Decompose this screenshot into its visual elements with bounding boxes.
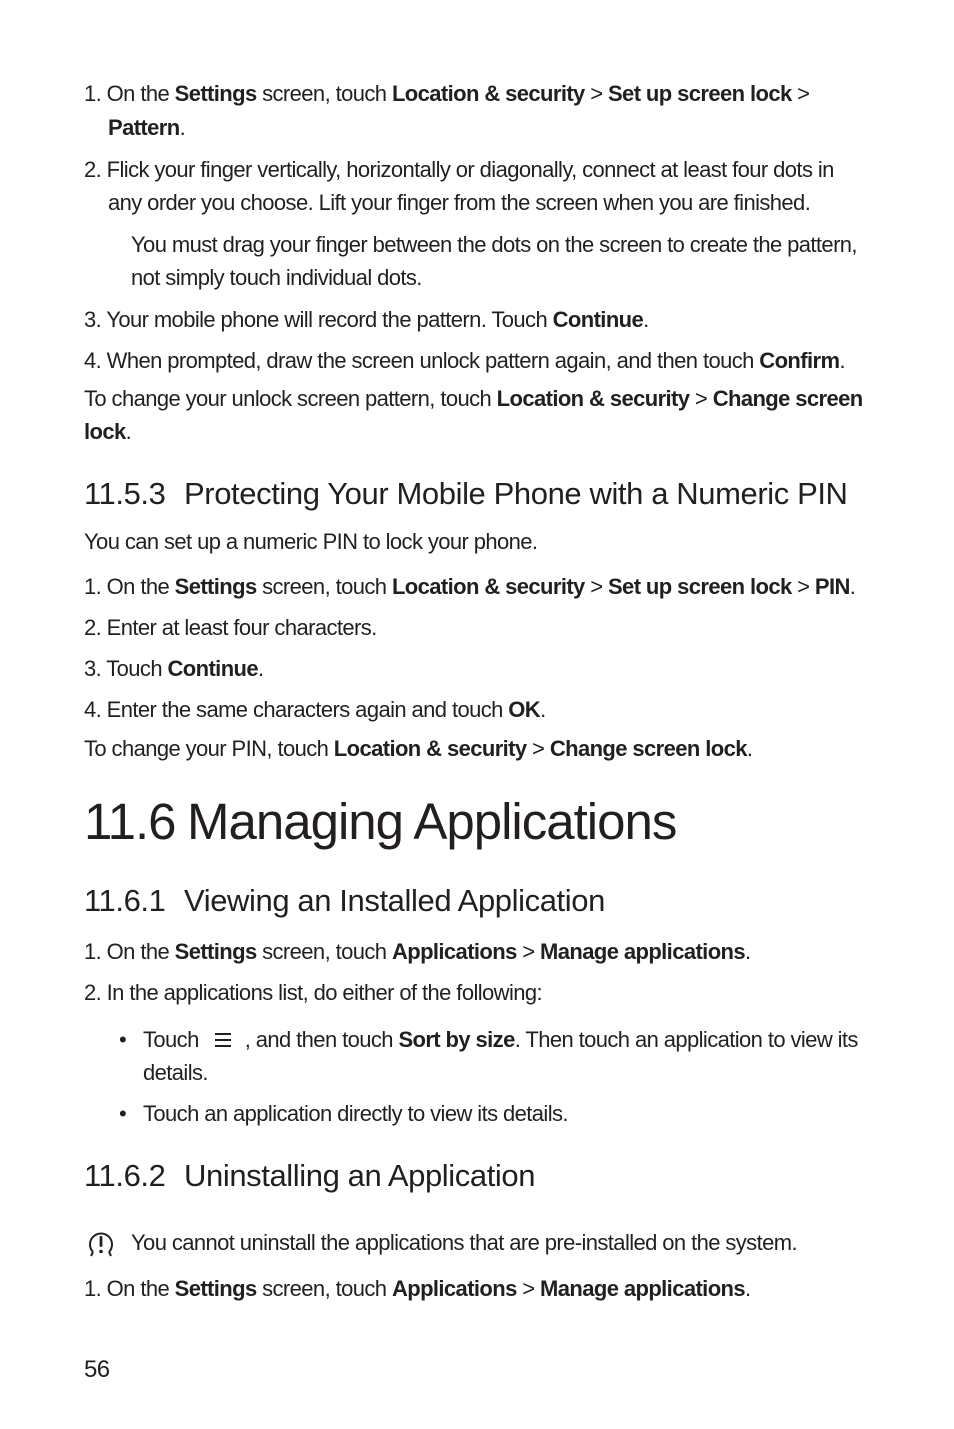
- text: To change your PIN, touch: [84, 736, 334, 761]
- text: , and then touch: [244, 1027, 399, 1052]
- text: Touch an application directly to view its details.: [143, 1101, 568, 1126]
- bullet-item-sort-cont: details.: [143, 1060, 208, 1085]
- section-title: Viewing an Installed Application: [184, 883, 605, 918]
- section-title: Protecting Your Mobile Phone with a Numeric PIN: [184, 476, 848, 511]
- exclamation-note-icon: [86, 1229, 116, 1259]
- text: 1. On the: [84, 1276, 175, 1301]
- change-pattern-instruction-cont: [84, 415, 131, 448]
- uninstall-step-1: [84, 1272, 751, 1305]
- pattern-step-4: [84, 344, 845, 377]
- settings-term: Settings: [174, 1276, 257, 1301]
- pin-step-1: [84, 570, 855, 603]
- section-title: Uninstalling an Application: [184, 1158, 536, 1193]
- page-number: 56: [84, 1356, 110, 1383]
- location-security-term: Location & security: [333, 736, 527, 761]
- bullet-item-direct: [119, 1097, 568, 1130]
- manage-applications-term: Manage applications: [540, 1276, 746, 1301]
- pin-step-4: [84, 693, 546, 726]
- separator: >: [584, 574, 608, 599]
- ok-term: OK: [508, 697, 541, 722]
- bullet: •: [119, 1027, 127, 1052]
- pin-term: PIN: [814, 574, 850, 599]
- chapter-heading-11-6: [84, 792, 676, 852]
- section-heading-11-5-3: [84, 474, 848, 514]
- text: 1. On the: [84, 81, 175, 106]
- view-app-step-2: 2. In the applications list, do either of the following:: [84, 980, 543, 1005]
- text: 1. On the: [84, 574, 175, 599]
- text: 3. Touch: [84, 656, 168, 681]
- text: .: [745, 939, 751, 964]
- text: To change your unlock screen pattern, touch: [84, 386, 497, 411]
- text: 3. Your mobile phone will record the pattern. Touch: [84, 307, 553, 332]
- applications-term: Applications: [391, 939, 517, 964]
- text: screen, touch: [256, 1276, 392, 1301]
- change-pattern-instruction: [84, 382, 863, 415]
- applications-term: Applications: [391, 1276, 517, 1301]
- text: .: [746, 736, 753, 761]
- text: .: [179, 115, 186, 140]
- text: 4. When prompted, draw the screen unlock pattern again, and then touch: [84, 348, 760, 373]
- text: .: [258, 656, 264, 681]
- separator: >: [689, 386, 713, 411]
- pattern-step-1-cont: [108, 111, 185, 144]
- text: .: [839, 348, 845, 373]
- separator: >: [526, 736, 550, 761]
- text: .: [540, 697, 546, 722]
- settings-term: Settings: [174, 939, 257, 964]
- separator: >: [791, 574, 815, 599]
- text: screen, touch: [256, 574, 392, 599]
- bullet-item-sort: [119, 1023, 858, 1056]
- location-security-term: Location & security: [391, 81, 585, 106]
- pattern-step-3: [84, 303, 649, 336]
- text: .: [745, 1276, 751, 1301]
- section-number: 11.6.2: [84, 1158, 166, 1193]
- lock-term: lock: [84, 419, 126, 444]
- confirm-term: Confirm: [759, 348, 840, 373]
- location-security-term: Location & security: [391, 574, 585, 599]
- separator: >: [791, 81, 810, 106]
- separator: >: [516, 1276, 541, 1301]
- section-title: Managing Applications: [187, 793, 677, 850]
- text: Touch: [143, 1027, 199, 1052]
- pattern-note: You must drag your finger between the dots on the screen to create the pattern,: [131, 232, 857, 257]
- separator: >: [516, 939, 541, 964]
- sort-by-size-term: Sort by size: [398, 1027, 515, 1052]
- continue-term: Continue: [167, 656, 258, 681]
- pattern-step-2-cont: any order you choose. Lift your finger from the screen when you are finished.: [108, 190, 811, 215]
- pattern-term: Pattern: [108, 115, 180, 140]
- text: .: [849, 574, 856, 599]
- change-screen-lock-term: Change screen lock: [549, 736, 747, 761]
- text: 4. Enter the same characters again and touch: [84, 697, 509, 722]
- pattern-step-1: [84, 77, 809, 110]
- continue-term: Continue: [552, 307, 644, 332]
- menu-icon: [213, 1031, 233, 1049]
- text: screen, touch: [256, 81, 392, 106]
- text: 1. On the: [84, 939, 175, 964]
- change-screen-term: Change screen: [712, 386, 863, 411]
- uninstall-note: You cannot uninstall the applications that are pre-installed on the system.: [131, 1230, 797, 1255]
- text: .: [125, 419, 132, 444]
- view-app-step-1: [84, 935, 751, 968]
- manage-applications-term: Manage applications: [540, 939, 746, 964]
- set-up-screen-lock-term: Set up screen lock: [607, 81, 792, 106]
- section-number: 11.5.3: [84, 476, 166, 511]
- section-heading-11-6-2: [84, 1156, 535, 1196]
- text: .: [643, 307, 649, 332]
- set-up-screen-lock-term: Set up screen lock: [607, 574, 792, 599]
- settings-term: Settings: [174, 81, 257, 106]
- section-heading-11-6-1: [84, 881, 605, 921]
- pattern-step-2: 2. Flick your finger vertically, horizontally or diagonally, connect at least four dots in: [84, 157, 834, 182]
- bullet: •: [119, 1101, 127, 1126]
- pin-step-2: 2. Enter at least four characters.: [84, 615, 377, 640]
- pin-intro: You can set up a numeric PIN to lock your phone.: [84, 529, 538, 554]
- pattern-note-cont: not simply touch individual dots.: [131, 265, 422, 290]
- section-number: 11.6: [84, 793, 176, 850]
- text: . Then touch an application to view its: [514, 1027, 858, 1052]
- change-pin-instruction: [84, 732, 752, 765]
- location-security-term: Location & security: [496, 386, 690, 411]
- settings-term: Settings: [174, 574, 257, 599]
- separator: >: [584, 81, 608, 106]
- pin-step-3: [84, 652, 264, 685]
- text: screen, touch: [256, 939, 392, 964]
- section-number: 11.6.1: [84, 883, 166, 918]
